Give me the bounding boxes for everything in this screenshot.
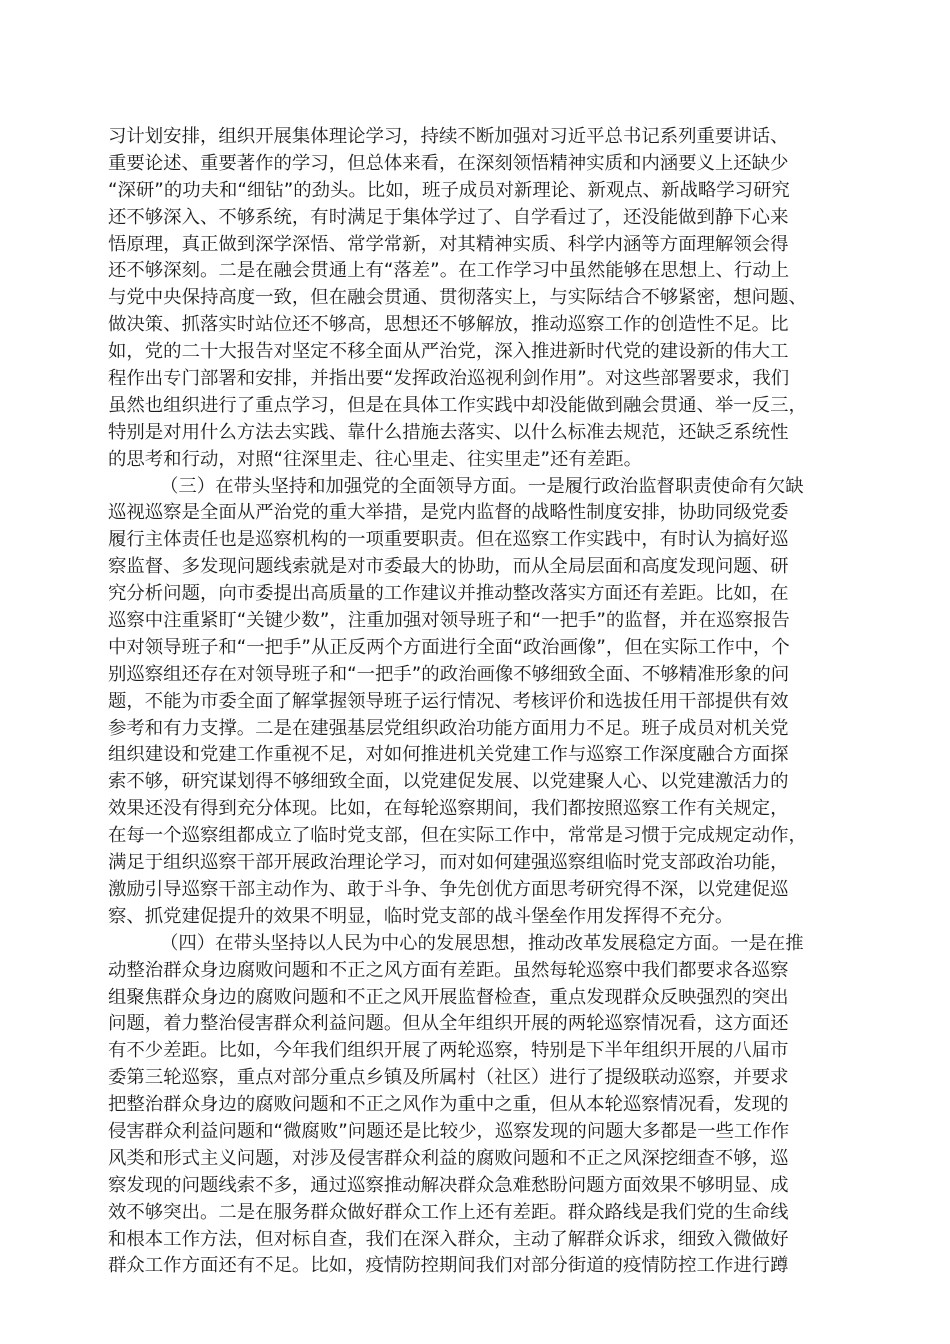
text-line: 效不够突出。二是在服务群众做好群众工作上还有差距。群众路线是我们党的生命线 [108,1201,789,1223]
text-line: 中对领导班子和“一把手”从正反两个方面进行全面“政治画像”，但在实际工作中，个 [108,636,790,658]
text-line: 有不少差距。比如，今年我们组织开展了两轮巡察，特别是下半年组织开展的八届市 [108,1040,789,1062]
document-body [108,124,848,1280]
text-line: 参考和有力支撑。二是在建强基层党组织政治功能方面用力不足。班子成员对机关党 [108,717,789,739]
text-line: 察监督、多发现问题线索就是对市委最大的协助，而从全局层面和高度发现问题、研 [108,556,789,578]
text-line: 特别是对用什么方法去实践、靠什么措施去落实、以什么标准去规范，还缺乏系统性 [108,421,789,443]
text-line: “深研”的功夫和“细钻”的劲头。比如，班子成员对新理论、新观点、新战略学习研究 [108,179,790,201]
text-line: 索不够，研究谋划得不够细致全面，以党建促发展、以党建聚人心、以党建激活力的 [108,771,789,793]
text-line: 虽然也组织进行了重点学习，但是在具体工作实践中却没能做到融会贯通、举一反三， [108,394,807,416]
text-line: 的思考和行动，对照“往深里走、往心里走、往实里走”还有差距。 [108,448,642,470]
text-line: 程作出专门部署和安排，并指出要“发挥政治巡视利剑作用”。对这些部署要求，我们 [108,368,790,390]
text-line: 还不够深入、不够系统，有时满足于集体学过了、自学看过了，还没能做到静下心来 [108,206,789,228]
text-line: 做决策、抓落实时站位还不够高，思想还不够解放，推动巡察工作的创造性不足。比 [108,314,789,336]
text-line: 如，党的二十大报告对坚定不移全面从严治党，深入推进新时代党的建设新的伟大工 [108,341,789,363]
text-line: 与党中央保持高度一致，但在融会贯通、贯彻落实上，与实际结合不够紧密，想问题、 [108,287,807,309]
text-line: 组聚焦群众身边的腐败问题和不正之风开展监督检查，重点发现群众反映强烈的突出 [108,986,789,1008]
text-line: 在每一个巡察组都成立了临时党支部，但在实际工作中，常常是习惯于完成规定动作， [108,825,807,847]
text-line: 究分析问题，向市委提出高质量的工作建议并推动整改落实方面还有差距。比如，在 [108,583,789,605]
text-line: 效果还没有得到充分体现。比如，在每轮巡察期间，我们都按照巡察工作有关规定， [108,798,789,820]
text-line: 履行主体责任也是巡察机构的一项重要职责。但在巡察工作实践中，有时认为搞好巡 [108,529,789,551]
text-line: 别巡察组还存在对领导班子和“一把手”的政治画像不够细致全面、不够精准形象的问 [108,663,790,685]
section-heading-line: （三）在带头坚持和加强党的全面领导方面。一是履行政治监督职责使命有欠缺 [160,475,804,497]
text-line: 巡视巡察是全面从严治党的重大举措，是党内监督的战略性制度安排，协助同级党委 [108,502,789,524]
text-line: 满足于组织巡察干部开展政治理论学习，而对如何建强巡察组临时党支部政治功能， [108,852,789,874]
text-line: 察发现的问题线索不多，通过巡察推动解决群众急难愁盼问题方面效果不够明显、成 [108,1174,789,1196]
text-line: 题，不能为市委全面了解掌握领导班子运行情况、考核评价和选拔任用干部提供有效 [108,690,789,712]
text-line: 巡察中注重紧盯“关键少数”，注重加强对领导班子和“一把手”的监督，并在巡察报告 [108,610,790,632]
text-line: 动整治群众身边腐败问题和不正之风方面有差距。虽然每轮巡察中我们都要求各巡察 [108,959,789,981]
text-line: 激励引导巡察干部主动作为、敢于斗争、争先创优方面思考研究得不深，以党建促巡 [108,878,789,900]
text-line: 还不够深刻。二是在融会贯通上有“落差”。在工作学习中虽然能够在思想上、行动上 [108,260,790,282]
section-heading-line: （四）在带头坚持以人民为中心的发展思想，推动改革发展稳定方面。一是在推 [160,932,804,954]
text-line: 组织建设和党建工作重视不足，对如何推进机关党建工作与巡察工作深度融合方面探 [108,744,789,766]
text-line: 群众工作方面还有不足。比如，疫情防控期间我们对部分街道的疫情防控工作进行蹲 [108,1255,789,1277]
text-line: 重要论述、重要著作的学习，但总体来看，在深刻领悟精神实质和内涵要义上还缺少 [108,152,789,174]
text-line: 习计划安排，组织开展集体理论学习，持续不断加强对习近平总书记系列重要讲话、 [108,126,789,147]
text-line: 侵害群众利益问题和“微腐败”问题还是比较少，巡察发现的问题大多都是一些工作作 [108,1120,790,1142]
text-line: 把整治群众身边的腐败问题和不正之风作为重中之重，但从本轮巡察情况看，发现的 [108,1094,789,1116]
text-line: 委第三轮巡察，重点对部分重点乡镇及所属村（社区）进行了提级联动巡察，并要求 [108,1067,789,1089]
text-line: 和根本工作方法，但对标自查，我们在深入群众，主动了解群众诉求，细致入微做好 [108,1228,789,1250]
text-line: 风类和形式主义问题，对涉及侵害群众利益的腐败问题和不正之风深挖细查不够，巡 [108,1147,789,1169]
text-line: 悟原理，真正做到深学深悟、常学常新，对其精神实质、科学内涵等方面理解领会得 [108,233,789,255]
text-line: 察、抓党建促提升的效果不明显，临时党支部的战斗堡垒作用发挥得不充分。 [108,905,734,927]
text-line: 问题，着力整治侵害群众利益问题。但从全年组织开展的两轮巡察情况看，这方面还 [108,1013,789,1035]
